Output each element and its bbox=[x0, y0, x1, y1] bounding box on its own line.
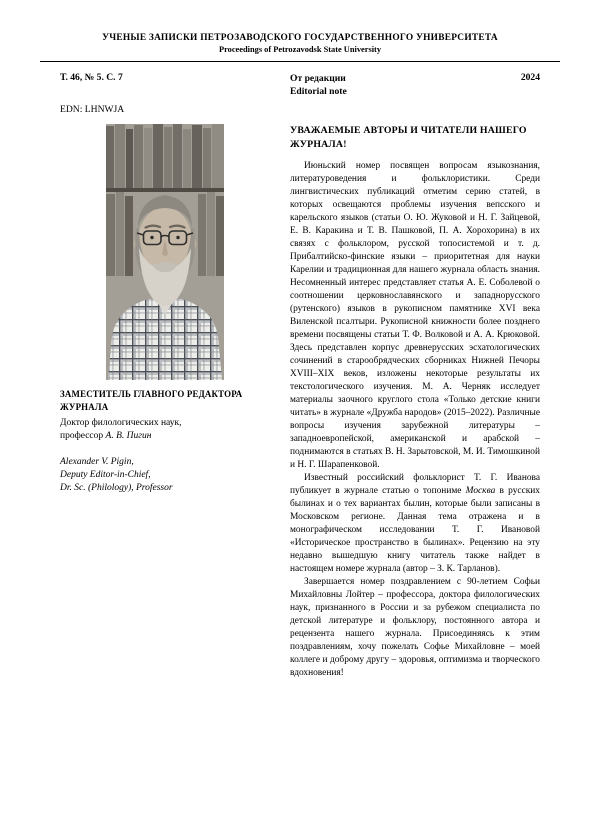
journal-header bbox=[0, 0, 600, 54]
section-title-en: Editorial note bbox=[290, 86, 347, 97]
editorial-paragraph: Известный российский фольклорист Т. Г. Иванова публикует в журнале статью о топониме Москва в русских былинах и о тех вариантах былин, которые были записаны в Московском регионе. Данная тема отражена и в монографическом исследовании Т. Г. Ивановой «Историческое пространство в былинах». Рецензию на эту недавно вышедшую книгу читатель также найдет в настоящем номере журнала (автор – З. К. Тарланов). bbox=[290, 473, 540, 575]
editorial-title: УВАЖАЕМЫЕ АВТОРЫ И ЧИТАТЕЛИ НАШЕГО ЖУРНАЛА! bbox=[290, 125, 527, 150]
author-name-ru: А. В. Пигин bbox=[105, 430, 152, 441]
author-name-en: Alexander V. Pigin, bbox=[60, 457, 134, 468]
meta-row bbox=[60, 72, 540, 99]
content-columns bbox=[60, 124, 540, 680]
editorial-paragraph: Завершается номер поздравлением с 90-летием Софьи Михайловны Лойтер – профессора, доктора филологических наук, признанного в России и за рубежом специалиста по детской литературе и фольклору, постоянного автора и рецензента нашего журнала. Присоединяясь к этим поздравлениям, хочу пожелать Софье Михайловне – моей коллеге и доброму другу – здоровья, оптимизма и творческого вдохновения! bbox=[290, 577, 540, 679]
author-role-ru: ЗАМЕСТИТЕЛЬ ГЛАВНОГО РЕДАКТОРА ЖУРНАЛА bbox=[60, 389, 243, 412]
author-column bbox=[60, 124, 270, 680]
journal-title-en: Proceedings of Petrozavodsk State University bbox=[218, 45, 382, 54]
section-title-ru: От редакции bbox=[290, 73, 346, 84]
author-degree-ru bbox=[60, 417, 270, 442]
author-info-en bbox=[60, 456, 270, 494]
author-degree-en: Dr. Sc. (Philology), Professor bbox=[60, 482, 173, 493]
edn-code: EDN: LHNWJA bbox=[60, 104, 125, 115]
portrait-photo bbox=[106, 124, 224, 380]
journal-title-ru: УЧЕНЫЕ ЗАПИСКИ ПЕТРОЗАВОДСКОГО ГОСУДАРСТВЕННОГО УНИВЕРСИТЕТА bbox=[102, 33, 498, 43]
section-heading bbox=[290, 72, 347, 98]
portrait-photo-graphic bbox=[106, 124, 224, 380]
publication-year: 2024 bbox=[520, 72, 540, 83]
header-divider bbox=[40, 61, 560, 62]
author-role-en: Deputy Editor-in-Chief, bbox=[60, 469, 151, 480]
author-degree-line2: профессор А. В. Пигин bbox=[60, 430, 152, 441]
editorial-body bbox=[290, 160, 540, 680]
editorial-column bbox=[290, 124, 540, 680]
editorial-paragraph: Июньский номер посвящен вопросам языкознания, литературоведения и фольклористики. Среди лингвистических публикаций отметим серию статей, в которых освещаются проблемы изучения вепсского и карельского языков (статьи О. Ю. Жуковой и Н. Г. Зайцевой, Е. В. Каракина и Т. В. Пашковой, П. А. Хорохорина) в их связях с фольклором, русской топосистемой и т. д. Прибалтийско-финские языки – приоритетная для науки Карелии и традиционная для нашего журнала область знания. Несомненный интерес представляет статья А. Е. Соболевой о соотношении церковнославянского и западнорусского (рутенского) языков в рукописном памятнике XVI века Виленской псалтыри. Рукописной книжности более позднего времени посвящены статьи Т. Ф. Волковой и А. А. Крюковой. Здесь представлен корпус древнерусских эсхатологических сочинений в старообрядческих сборниках Нижней Печоры XVIII–XIX веков, изложены некоторые результаты их текстологического изучения. М. А. Черняк исследует материалы заочного круглого стола «Только детские книги читать» в журнале «Дружба народов» (2015–2022). Различные вопросы изучения зарубежной литературы – западноевропейской, американской и арабской – поднимаются в статьях В. Н. Зарытовской, М. И. Тимошкиной и Н. Г. Шарапенковой. bbox=[290, 161, 540, 471]
volume-pages: Т. 46, № 5. С. 7 bbox=[60, 72, 123, 83]
author-degree-line1: Доктор филологических наук, bbox=[60, 418, 182, 429]
